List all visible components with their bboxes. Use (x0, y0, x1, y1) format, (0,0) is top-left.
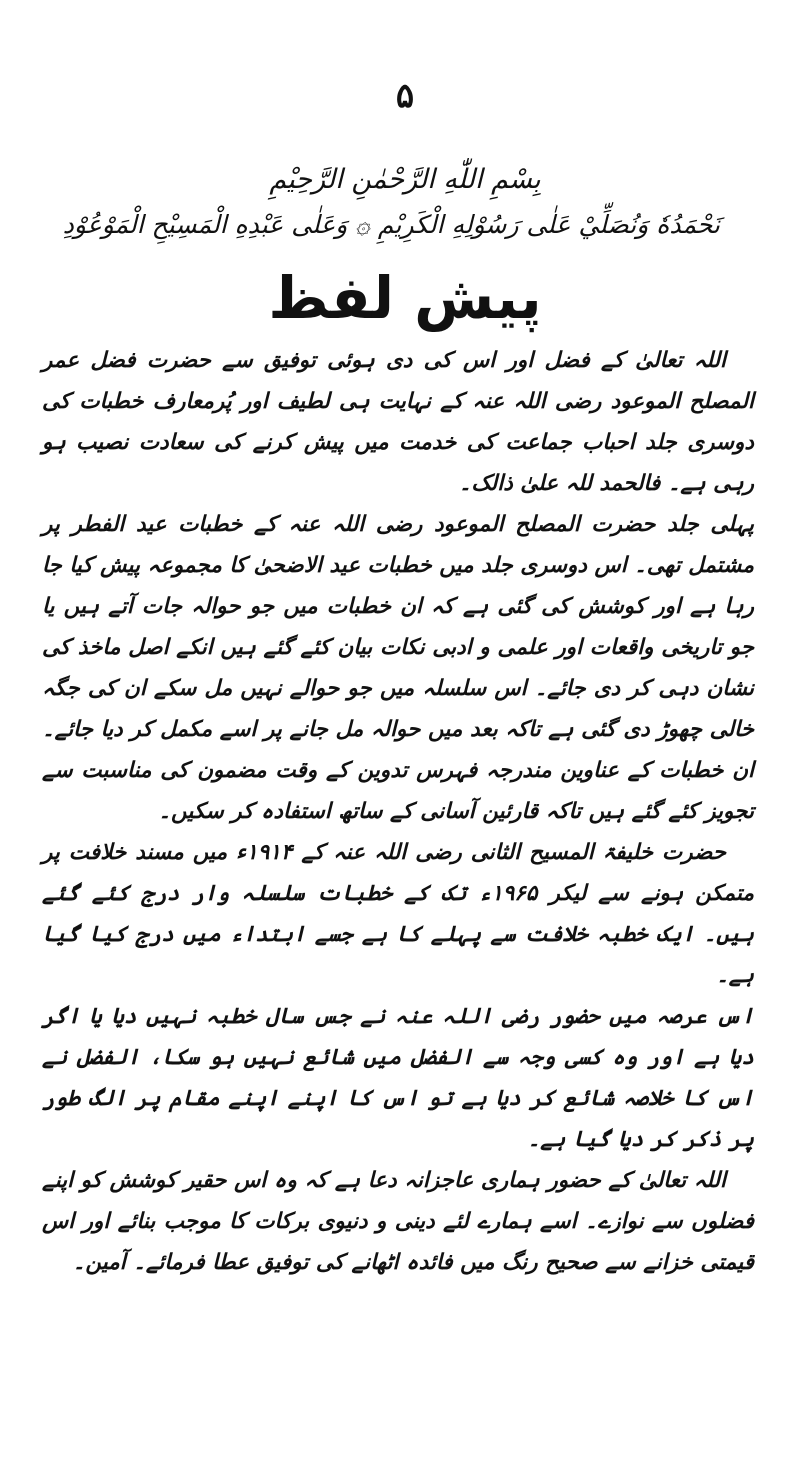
page-heading: پیش لفظ (268, 264, 542, 332)
paragraph: پہلی جلد حضرت المصلح الموعود رضی اللہ عنہ کے خطبات عید الفطر پر مشتمل تھی۔ اس دوسری جلد میں خطبات عید الاضحیٰ کا مجموعہ پیش کیا جا رہا ہے اور کوشش کی گئی ہے کہ ان خطبات میں جو حوالہ جات آتے ہیں یا جو تاریخی واقعات اور علمی و ادبی نکات بیان کئے گئے ہیں انکے اصل ماخذ کی نشان دہی کر دی جائے۔ اس سلسلہ میں جو حوالے نہیں مل سکے ان کی جگہ خالی چھوڑ دی گئی ہے تاکہ بعد میں حوالہ مل جانے پر اسے مکمل کر دیا جائے۔ ان خطبات کے عناوین مندرجہ فہرس تدوین کے وقت مضمون کی مناسبت سے تجویز کئے گئے ہیں تاکہ قارئین آسانی کے ساتھ استفادہ کر سکیں۔ (42, 512, 754, 824)
invocation-line: نَحْمَدُهٗ وَنُصَلِّيْ عَلٰى رَسُوْلِهِ الْكَرِيْمِ ۞ وَعَلٰى عَبْدِهِ الْمَسِيْحِ الْمَوْعُوْدِ (62, 210, 720, 239)
page-number: ۵ (395, 76, 415, 116)
paragraph: اللہ تعالیٰ کے فضل اور اس کی دی ہوئی توفیق سے حضرت فضل عمر المصلح الموعود رضی اللہ عنہ کے نہایت ہی لطیف اور پُرمعارف خطبات کی دوسری جلد احباب جماعت کی خدمت میں پیش کرنے کی سعادت نصیب ہو رہی ہے۔ فالحمد للہ علیٰ ذالک۔ (42, 348, 754, 496)
closing-amen: آمین۔ (72, 1250, 126, 1275)
paragraph-text: اللہ تعالیٰ کے حضور ہماری عاجزانہ دعا ہے کہ وہ اس حقیر کوشش کو اپنے فضلوں سے نوازے۔ اسے ہمارے لئے دینی و دنیوی برکات کا موجب بنائے اور اس قیمتی خزانے سے صحیح رنگ میں فائدہ اٹھانے کی توفیق عطا فرمائے۔ (42, 1168, 754, 1275)
paragraph: اس عرصہ میں حضور رضی اللہ عنہ نے جس سال خطبہ نہیں دیا یا اگر دیا ہے اور وہ کسی وجہ سے الفضل میں شائع نہیں ہو سکا، الفضل نے اس کا خلاصہ شائع کر دیا ہے تو اس کا اپنے اپنے مقام پر الگ طور پر ذکر کر دیا گیا ہے۔ (42, 1004, 754, 1152)
basmala: بِسْمِ اللّٰهِ الرَّحْمٰنِ الرَّحِيْمِ (269, 164, 541, 195)
paragraph (42, 1160, 754, 1283)
body-text (42, 340, 754, 1283)
paragraph: حضرت خلیفۃ المسیح الثانی رضی اللہ عنہ کے ۱۹۱۴ء میں مسند خلافت پر متمکن ہونے سے لیکر ۱۹۶۵ء تک کے خطبات سلسلہ وار درج کئے گئے ہیں۔ ایک خطبہ خلافت سے پہلے کا ہے جسے ابتداء میں درج کیا گیا ہے۔ (42, 840, 754, 988)
